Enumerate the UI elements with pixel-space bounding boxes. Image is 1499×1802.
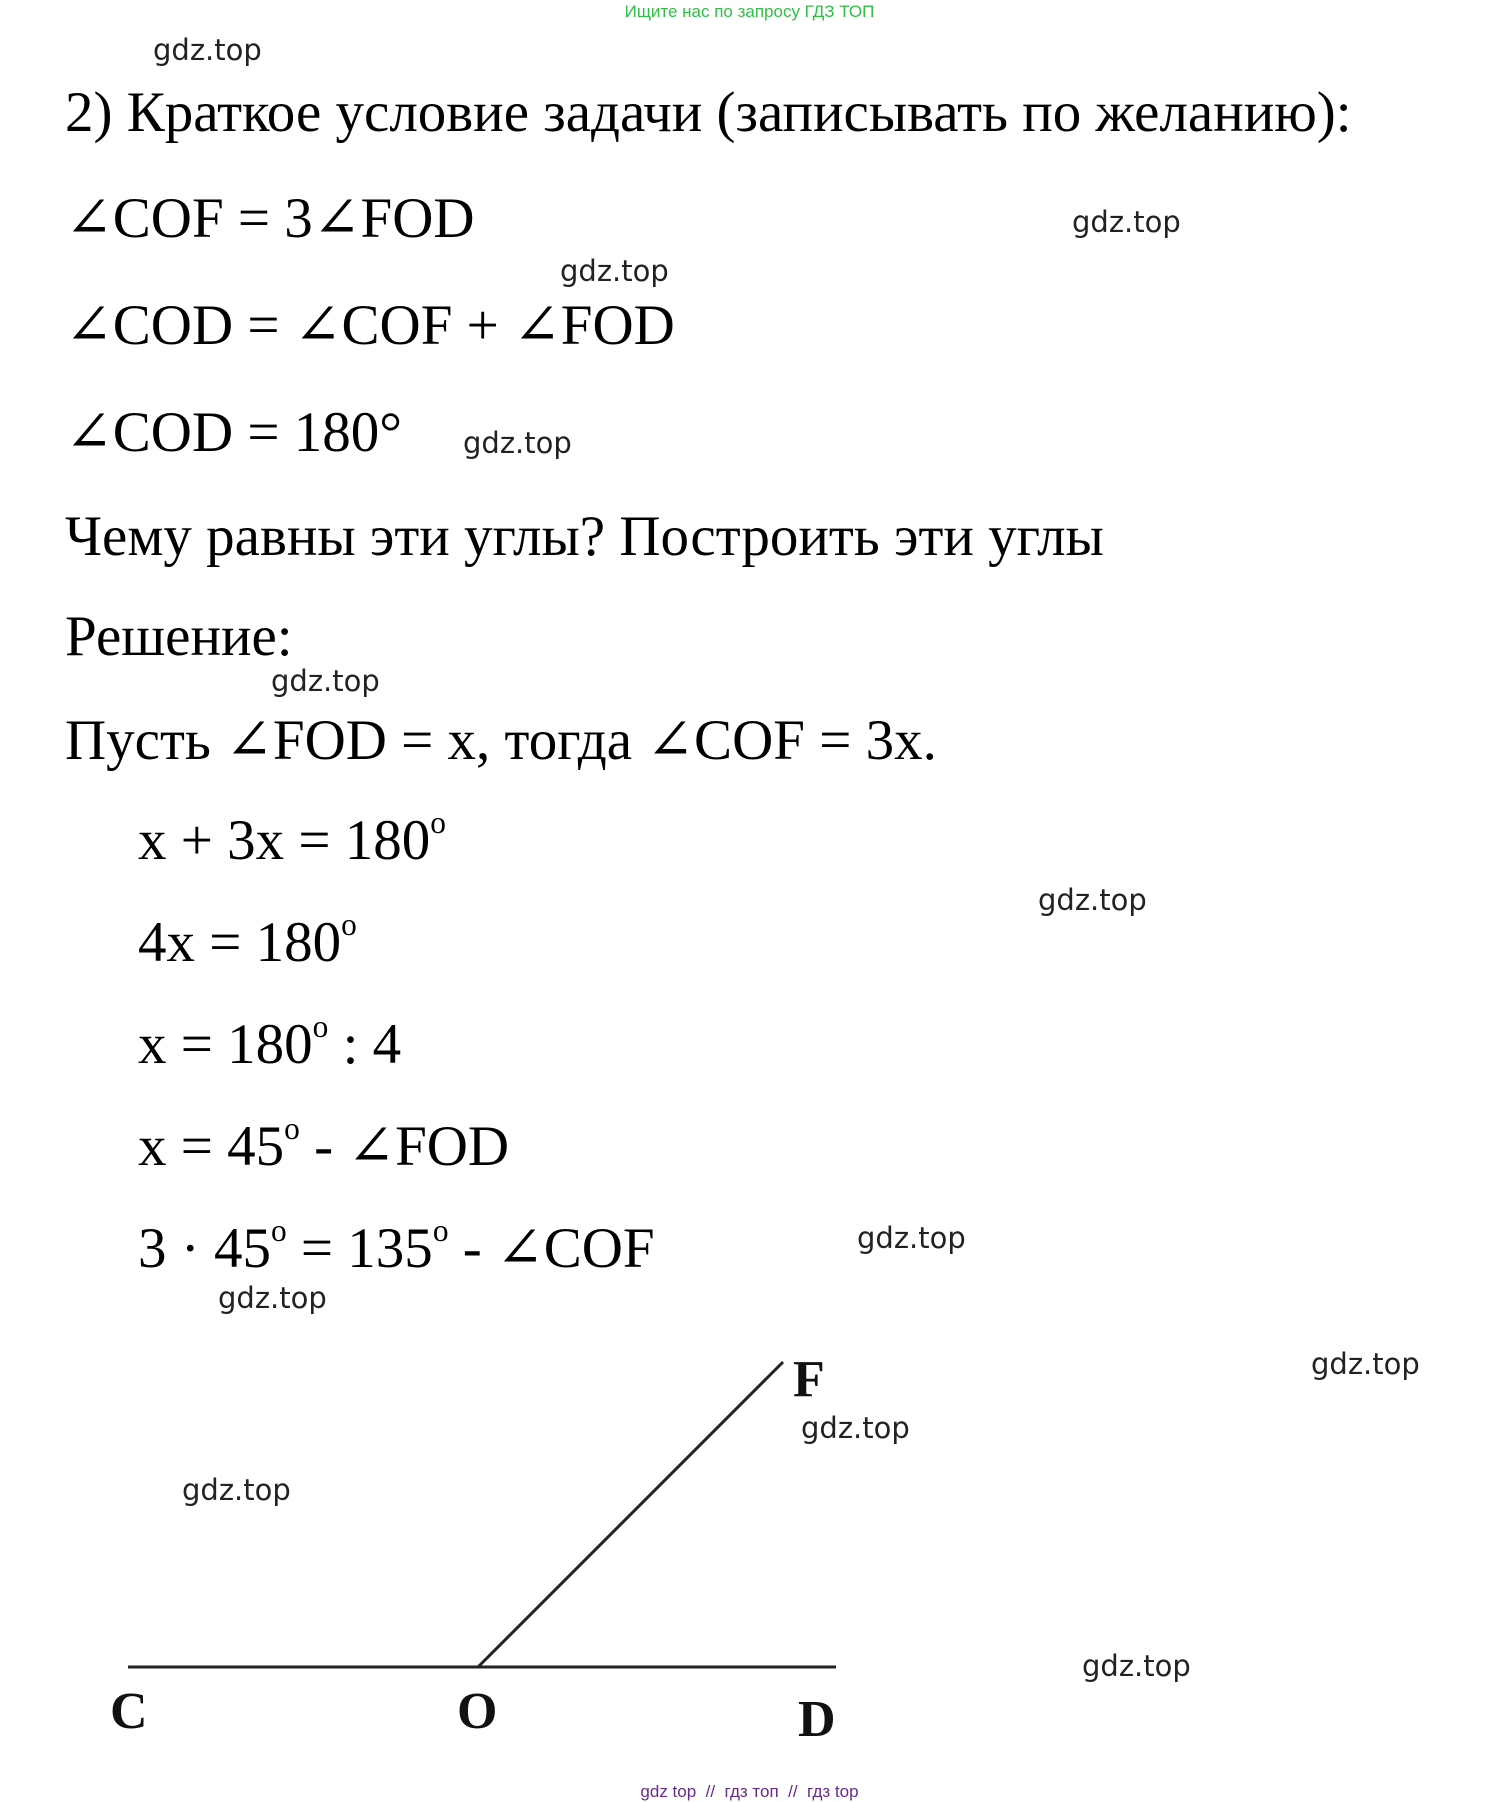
condition-line: ∠COD = ∠COF + ∠FOD	[65, 294, 675, 357]
footer-separator: //	[705, 1782, 716, 1801]
search-banner[interactable]: Ищите нас по запросу ГДЗ ТОП	[624, 2, 875, 21]
point-d-label: D	[798, 1691, 836, 1748]
watermark: gdz.top	[801, 1411, 910, 1445]
solution-step: $x = 45^o$ - ∠FOD	[138, 1110, 510, 1178]
ray-of	[478, 1362, 783, 1667]
watermark: gdz.top	[1038, 883, 1147, 917]
watermark: gdz.top	[1082, 1649, 1191, 1683]
point-o-label: O	[457, 1683, 498, 1740]
watermark: gdz.top	[271, 664, 380, 698]
footer-link[interactable]: гдз top	[807, 1782, 859, 1801]
watermark: gdz.top	[218, 1281, 327, 1315]
footer-link[interactable]: гдз топ	[724, 1782, 779, 1801]
point-c-label: C	[110, 1683, 148, 1740]
watermark: gdz.top	[857, 1221, 966, 1255]
point-f-label: F	[793, 1351, 825, 1408]
watermark: gdz.top	[463, 426, 572, 460]
watermark: gdz.top	[1311, 1347, 1420, 1381]
watermark: gdz.top	[1072, 205, 1181, 239]
watermark: gdz.top	[153, 33, 262, 67]
problem-heading: 2) Краткое условие задачи (записывать по желанию):	[65, 81, 1352, 144]
question-text: Чему равны эти углы? Построить эти углы	[65, 505, 1104, 568]
solution-step: $x + 3x = 180^o$	[138, 804, 446, 872]
let-statement: Пусть ∠FOD = x, тогда ∠COF = 3x.	[65, 709, 937, 772]
footer-links	[0, 1782, 1499, 1802]
footer-separator: //	[788, 1782, 798, 1801]
solution-step: $3 \cdot 45^o = 135^o$ - ∠COF	[138, 1212, 655, 1280]
solution-label: Решение:	[65, 605, 293, 668]
solution-step: $x = 180^o$ : 4	[138, 1008, 402, 1076]
watermark: gdz.top	[560, 254, 669, 288]
solution-step: $4x = 180^o$	[138, 906, 357, 974]
footer-link[interactable]: gdz top	[640, 1782, 697, 1801]
watermark: gdz.top	[182, 1473, 291, 1507]
condition-line: ∠COD = 180°	[65, 401, 403, 464]
condition-line: ∠COF = 3∠FOD	[65, 187, 475, 250]
